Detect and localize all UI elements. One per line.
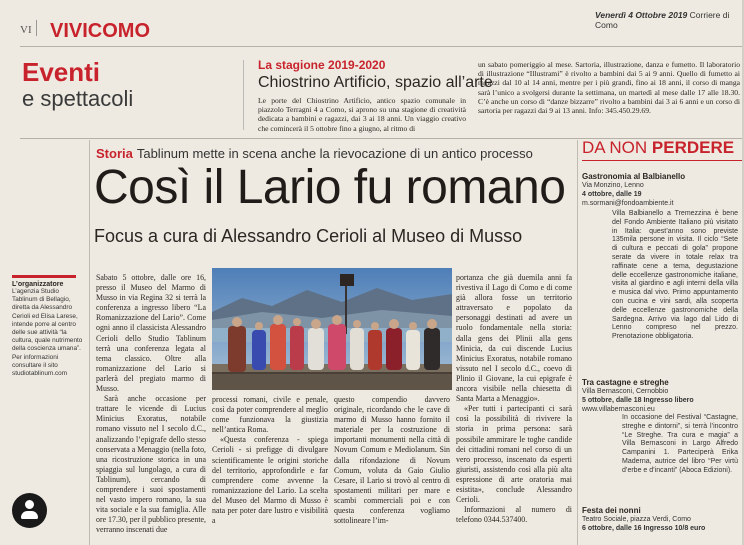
event-item-2	[582, 378, 742, 476]
article-paragraph: Sabato 5 ottobre, dalle ore 16, presso il Museo del Marmo di Musso in via Regina 32 si terrà la conferenza a ingresso libero “La Romanizzazione del Lario”. Come ogni anno il classicista Alessandro Cerioli dello Studio Tablinum terrà una conferenza legata al tema classico. Oltre alla romanizzazione del Lario si parlerà del pregiato marmo di Musso.	[96, 273, 206, 394]
article-paragraph: «Questa conferenza - spiega Cerioli - si prefigge di divulgare scientificamente le origini storiche del territorio, approfondirle e far comprendere come avvenne la romanizzazione del Lario. La scelta del Museo del Marmo di Musso è nata per poter dare lustro e visibilità a	[212, 435, 328, 526]
column-divider-left	[89, 140, 90, 545]
article-paragraph: Informazioni al numero di telefono 0344.537400.	[456, 505, 572, 525]
reenactment-photo	[212, 268, 452, 390]
article-subheadline: Focus a cura di Alessandro Cerioli al Museo di Musso	[94, 226, 523, 246]
profile-button[interactable]	[12, 493, 47, 528]
page-number: VI	[20, 24, 32, 36]
organizer-heading: L’organizzatore	[12, 281, 64, 288]
season-text-col1: Le porte del Chiostrino Artificio, antico spazio comunale in piazzolo Terragni 4 a Como, si aprono su una stagione di creatività dedicata a bambini e ragazzi, dai 3 ai 18 anni. Un viaggio creativo che comincerà il 5 ottobre fino a giugno, al ritmo di	[258, 96, 466, 133]
season-tag: La stagione 2019-2020	[258, 58, 386, 72]
article-col2	[212, 395, 328, 526]
season-headline: Chiostrino Artificio, spazio all’arte	[258, 74, 493, 91]
column-divider	[243, 60, 244, 130]
brand-second: COMO	[87, 20, 151, 42]
article-paragraph: questo compendio davvero originale, ricordando che le cave di marmo di Musso hanno fornito il materiale per la costruzione di importanti monumenti nella città di Novum Comum e Mediolanum. Sin dalla rifondazione di Novum Comum, voluta da Gaio Giulio Cesare, il Lario si trovò al centro di spostamenti militari per mare e scambi commerciali poi e con questa conferenza vogliamo sottolineare l’im-	[334, 395, 450, 526]
box-rule	[582, 160, 742, 161]
event-title: Tra castagne e streghe	[582, 378, 669, 387]
article-kicker	[96, 146, 533, 161]
event-when: 6 ottobre, dalle 16 Ingresso 10/8 euro	[582, 525, 706, 532]
article-headline: Così il Lario fu romano	[94, 161, 566, 214]
brand-first: VIVI	[50, 20, 88, 42]
column-divider-right	[577, 140, 578, 545]
article-col4	[456, 273, 572, 525]
header-separator	[36, 20, 37, 36]
event-place: Via Monzino, Lenno	[582, 182, 644, 189]
organizer-box	[12, 275, 86, 378]
box-heading-light: DA NON	[582, 138, 648, 157]
article-col3	[334, 395, 450, 526]
article-paragraph: «Per tutti i partecipanti ci sarà così la possibilità di rivivere la storia in prima persona: sarà possibile ammirare le toghe candide dei cittadini romani nel corso di un vero processo, inscenato da esperti giuristi, assistendo così alla più alta espressione di arte oratoria mai esistita», conclude Alessandro Cerioli.	[456, 404, 572, 505]
article-photo	[212, 268, 452, 390]
user-icon-head	[25, 500, 34, 509]
event-place: Villa Bernasconi, Cernobbio	[582, 388, 669, 395]
organizer-accent-bar	[12, 275, 76, 278]
box-heading-bold: PERDERE	[651, 138, 735, 157]
box-heading	[582, 138, 742, 158]
article-paragraph: processi romani, civile e penale, così da poter comprendere al meglio come funzionava la giustizia nell’antica Roma.	[212, 395, 328, 435]
season-text-col2: un sabato pomeriggio al mese. Sartoria, illustrazione, danza e fumetto. Il laboratorio di illustrazione “Illustrami” è rivolto a bambini dai 5 ai 9 anni. Quello di fumetto ai ragazzi dal 10 al 14 anni, mentre per i più grandi, fino ai 18 anni, il corso di manga sarà l’unico a svolgersi durante la settimana, un martedì al mese dalle 17 alle 18.30. C’è anche un corso di “danze bizzarre” rivolto a bambini dai 3 ai 6 anni e un corso di sartoria per ragazzi dai 9 ai 13 anni. Info: 345.450.29.69.	[478, 60, 740, 116]
event-item-3	[582, 506, 742, 533]
section-title-sub: e spettacoli	[22, 86, 134, 111]
article-paragraph: Sarà anche occasione per trattare le vicende di Lucius Minicius Exoratus, notabile romano vissuto nel I secolo d.C., analizzando l’epigrafe dello stesso conservata a Menaggio (nella foto, una ricostruzione storica in una spiaggia sul lungolago, a cura di Tablinum), cercando di comprendere i suoi spostamenti nel vasto impero romano, la sua vita sociale e la sua famiglia. Alle ore 17.30, per il pubblico presente, verranno inscenati due	[96, 394, 206, 535]
event-description: Villa Balbianello a Tremezzina è bene del Fondo Ambiente Italiano più visitato in Italia: quest’anno sono previste 135mila persone in visita. Il ciclo “Sete di cultura e peccati di gola” propone serate da vivere in totale relax tra raffinate cene a tema, degustazione delle eccellenze gastronomiche italiane, visita al giardino e agli interni della villa e musica dal vivo. Primo appuntamento con cucina e vini sardi, alla scoperta delle eccellenze gastronomiche della Sardegna. Arrivo via lago dal Lido di Lenno compreso nel prezzo. Prenotazione obbligatoria.	[612, 210, 738, 341]
kicker-text: Tablinum mette in scena anche la rievocazione di un antico processo	[136, 146, 533, 161]
page-header	[0, 0, 744, 52]
section-title	[22, 58, 133, 112]
event-place: Teatro Sociale, piazza Verdi, Como	[582, 516, 691, 523]
kicker-tag: Storia	[96, 146, 133, 161]
date-text: Venerdì 4 Ottobre 2019	[595, 10, 688, 20]
event-email: m.sormani@fondoambiente.it	[582, 200, 674, 207]
article-paragraph: portanza che già duemila anni fa rivestiva il Lago di Como e di come già allora fosse un territorio attraversato e popolato da personaggi destinati ad avere un ruolo fondamentale nella storia: dalla gens dei Plinii alla gens Minicia, da cui discende Lucius Minicius Exoratus, notabile romano vissuto nel I secolo d.C., coevo di Plinio il Giovane, la cui epigrafe è ancora visibile nella chiesetta di Santa Marta a Menaggio».	[456, 273, 572, 404]
event-title: Festa dei nonni	[582, 506, 641, 515]
event-description: In occasione del Festival “Castagne, streghe e dintorni”, si terrà l’incontro “Le Streghe. Tra cura e magia” a Villa Bernasconi in Largo Alfredo Campanini 1. Parteciperà Erika Maderna, autrice del libro “Per virtù d’erbe e d’incanti” (Aboca Edizioni).	[622, 414, 738, 474]
paper-name: Corriere di Como	[595, 10, 730, 30]
event-item-1	[582, 172, 742, 342]
organizer-text: L’agenzia Studio Tablinum di Bellagio, diretta da Alessandro Cerioli ed Elisa Larese, intende porre al centro delle sue attività “la cultura, quale nutrimento della coscienza umana”. Per informazioni consultare il sito studiotablinum.com	[12, 288, 83, 378]
section-title-main: Eventi	[22, 57, 101, 87]
event-when: 5 ottobre, dalle 18 Ingresso libero	[582, 397, 694, 404]
event-title: Gastronomia al Balbianello	[582, 172, 686, 181]
event-site: www.villabernasconi.eu	[582, 406, 655, 413]
section-brand	[50, 20, 150, 43]
header-rule	[20, 46, 744, 47]
user-icon-body	[21, 511, 38, 519]
issue-date	[595, 10, 744, 30]
event-when: 4 ottobre, dalle 19	[582, 191, 642, 198]
article-col1	[96, 273, 206, 535]
